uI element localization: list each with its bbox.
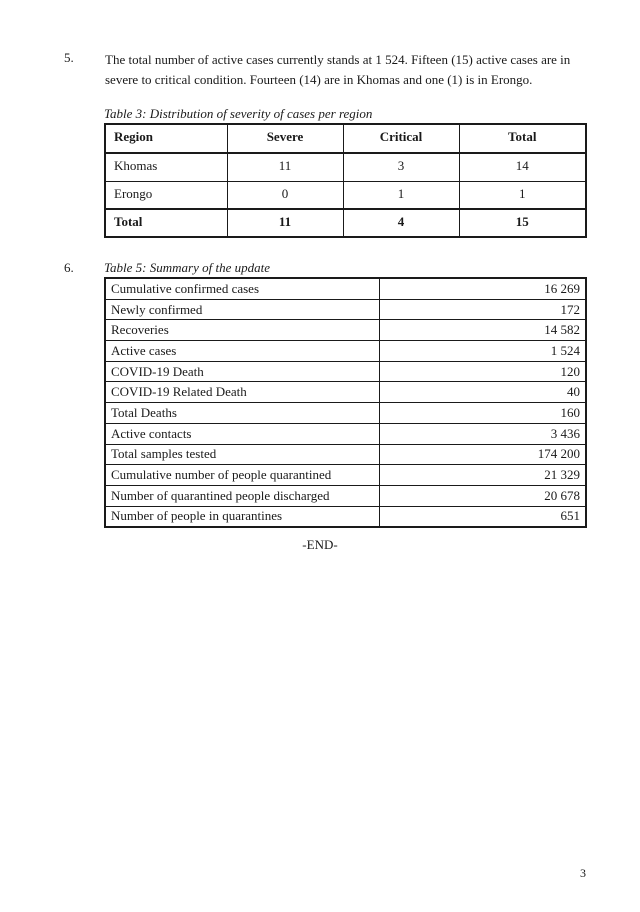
table-5-caption: Table 5: Summary of the update — [104, 260, 270, 275]
header-total: Total — [459, 124, 586, 153]
table-row — [105, 153, 586, 181]
table-row — [105, 444, 586, 465]
summary-value: 21 329 — [380, 465, 587, 486]
summary-label: Cumulative confirmed cases — [105, 278, 380, 299]
region-cell: Erongo — [105, 181, 227, 209]
table-row — [105, 181, 586, 209]
page-number: 3 — [580, 866, 586, 880]
header-critical: Critical — [343, 124, 459, 153]
table-row — [105, 382, 586, 403]
section-6-number: 6. — [64, 260, 74, 275]
severity-by-region-table — [104, 123, 587, 238]
table-row — [105, 299, 586, 320]
end-marker: -END- — [302, 537, 338, 552]
region-cell: Khomas — [105, 153, 227, 181]
summary-label: Active contacts — [105, 423, 380, 444]
summary-value: 120 — [380, 361, 587, 382]
table-row — [105, 341, 586, 362]
table-row — [105, 485, 586, 506]
critical-total: 4 — [343, 209, 459, 237]
summary-label: Total samples tested — [105, 444, 380, 465]
summary-value: 40 — [380, 382, 587, 403]
summary-value: 172 — [380, 299, 587, 320]
table-row — [105, 465, 586, 486]
table-row — [105, 361, 586, 382]
summary-label: Number of quarantined people discharged — [105, 485, 380, 506]
summary-label: Newly confirmed — [105, 299, 380, 320]
table-row — [105, 423, 586, 444]
summary-label: Number of people in quarantines — [105, 506, 380, 527]
summary-value: 16 269 — [380, 278, 587, 299]
summary-value: 14 582 — [380, 320, 587, 341]
summary-value: 174 200 — [380, 444, 587, 465]
summary-value: 651 — [380, 506, 587, 527]
summary-label: Total Deaths — [105, 403, 380, 424]
summary-label: Cumulative number of people quarantined — [105, 465, 380, 486]
table-row — [105, 506, 586, 527]
summary-label: COVID-19 Death — [105, 361, 380, 382]
critical-cell: 3 — [343, 153, 459, 181]
header-severe: Severe — [227, 124, 343, 153]
summary-label: COVID-19 Related Death — [105, 382, 380, 403]
severe-cell: 0 — [227, 181, 343, 209]
section-5-paragraph: The total number of active cases currently stands at 1 524. Fifteen (15) active cases are in severe to critical condition. Fourteen (14) are in Khomas and one (1) is in Erongo. — [105, 52, 571, 87]
table-row — [105, 278, 586, 299]
table-row — [105, 403, 586, 424]
total-cell: 14 — [459, 153, 586, 181]
summary-value: 20 678 — [380, 485, 587, 506]
summary-label: Active cases — [105, 341, 380, 362]
table-header-row — [105, 124, 586, 153]
summary-value: 3 436 — [380, 423, 587, 444]
table-total-row — [105, 209, 586, 237]
total-cell: 1 — [459, 181, 586, 209]
severe-cell: 11 — [227, 153, 343, 181]
table-3-caption: Table 3: Distribution of severity of cases per region — [104, 106, 373, 121]
section-5-number: 5. — [64, 50, 74, 65]
table-row — [105, 320, 586, 341]
summary-label: Recoveries — [105, 320, 380, 341]
summary-value: 1 524 — [380, 341, 587, 362]
total-label: Total — [105, 209, 227, 237]
severe-total: 11 — [227, 209, 343, 237]
summary-value: 160 — [380, 403, 587, 424]
grand-total: 15 — [459, 209, 586, 237]
summary-table — [104, 277, 587, 528]
critical-cell: 1 — [343, 181, 459, 209]
header-region: Region — [105, 124, 227, 153]
